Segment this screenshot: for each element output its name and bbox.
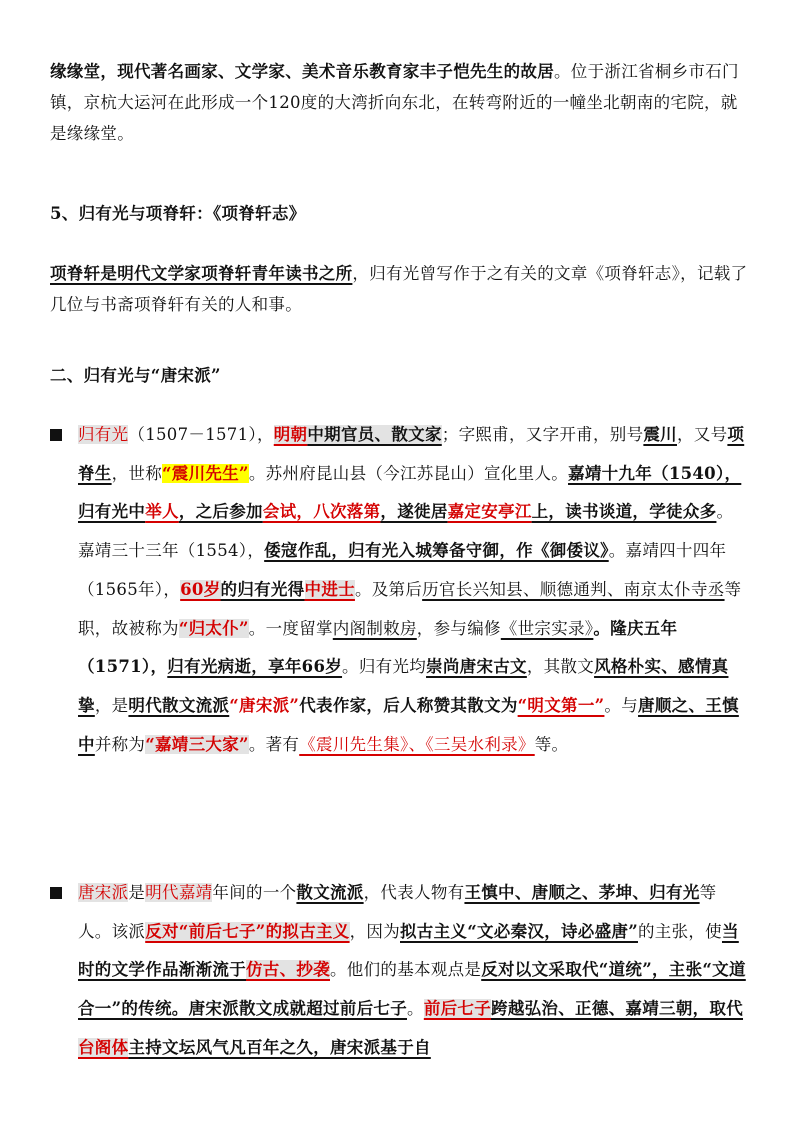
text-span: ，是 [94, 695, 129, 715]
text-works: 《震川先生集》、《三吴水利录》 [299, 734, 535, 754]
text-span: 。隆庆五年（1571）， [78, 618, 678, 677]
term-zhenchuan: 震川 [643, 425, 677, 444]
yuanyuantang-bold-intro: 缘缘堂，现代著名画家、文学家、美术音乐教育家丰子恺先生的故居 [50, 62, 554, 81]
text-span: 。一度留掌 [248, 618, 333, 638]
text-span: 。归有光均 [342, 657, 427, 677]
term-mingchao: 明朝 [273, 425, 308, 444]
text-span: 的主张，使 [637, 921, 722, 941]
term-gui-youguang: 归有光 [78, 425, 129, 444]
text-span: ，因为 [349, 921, 400, 941]
yuanyuantang-rest: 。位于浙江省桐乡市石门镇，京杭大运河在此形成一个120度的大湾折向东北，在转弯附近的一幢坐北朝南的宅院，就是缘缘堂。 [50, 62, 739, 143]
text-span: 年间的一个 [212, 883, 297, 902]
text-span: 的归有光得 [220, 579, 305, 599]
text-span: ；字熙甫，又字开甫，别号 [441, 425, 644, 444]
text-span: ，之后参加 [178, 502, 263, 522]
text-span: ，世称 [111, 463, 163, 483]
text-tang-wang: 唐顺之、王慎中 [78, 695, 739, 754]
text-representatives: 王慎中、唐顺之、茅坤、归有光 [464, 883, 700, 902]
text-span: 等职，故被称为 [78, 579, 742, 638]
text-span: 。苏州府昆山县（今江苏昆山）宣化里人。 [248, 463, 569, 483]
text-three-reigns: 跨越弘治、正德、嘉靖三朝，取代 [491, 999, 744, 1019]
term-jinshi: 中进士 [304, 579, 355, 599]
paragraph-yuanyuantang [50, 56, 750, 149]
term-qianhou-qizi: 前后七子 [423, 999, 492, 1019]
paragraph-tangsong-pai [78, 874, 750, 1068]
text-tangsong-guwen: 崇尚唐宋古文 [426, 657, 527, 677]
term-jiajing-sandajia: “嘉靖三大家” [145, 734, 249, 754]
term-zhenchuan-xiansheng: “震川先生” [162, 463, 249, 483]
term-tangsong-pai: “唐宋派” [229, 695, 300, 715]
text-span: 是 [128, 883, 146, 902]
text-span: ，其散文 [526, 657, 595, 677]
text-span: 。及第后 [354, 579, 423, 599]
text-basic-view: 反对以文采取代“道统”，主张“文道合一”的传统 [78, 960, 746, 1019]
text-wokou: 倭寇作乱，归有光入城筹备守御，作《御倭议》 [264, 541, 609, 561]
term-mingwen-diyi: “明文第一” [517, 695, 605, 715]
text-span: 。 [407, 999, 424, 1019]
bullet-square-icon [50, 429, 62, 441]
term-tangsong-pai: 唐宋派 [78, 883, 129, 902]
xiangjixuan-rest: ，归有光曾写作于之有关的文章《项脊轩志》，记载了几位与书斋项脊轩有关的人和事。 [50, 264, 748, 314]
paragraph-gui-youguang [78, 416, 750, 764]
text-span: 并称为 [94, 734, 146, 754]
text-span: 。嘉靖三十三年（1554）， [78, 502, 734, 561]
text-ming-prose-school: 明代散文流派 [128, 695, 230, 715]
text-archaism-slogan: 拟古主义“文必秦汉，诗必盛唐” [400, 921, 638, 941]
term-juren: 举人 [145, 502, 179, 522]
term-xiangjisheng: 项脊生 [78, 425, 745, 483]
term-official-writer: 中期官员、散文家 [307, 425, 442, 444]
text-death: 归有光病逝，享年66岁 [167, 657, 343, 677]
text-span: ，参与编修 [416, 618, 501, 638]
text-span: （1507－1571）， [128, 425, 274, 444]
section-heading-5: 5、归有光与项脊轩：《项脊轩志》 [50, 204, 306, 223]
paragraph-xiangjixuan [50, 258, 750, 320]
section-heading-2: 二、归有光与“唐宋派” [50, 366, 221, 385]
text-span: 代表作家，后人称赞其散文为 [299, 695, 518, 715]
text-span: 。著有 [248, 734, 300, 754]
text-century: 主持文坛风气凡百年之久，唐宋派基于自 [128, 1037, 431, 1057]
term-imitation: 仿古、抄袭 [246, 960, 330, 980]
text-shizong-shilu: 《世宗实录》 [500, 618, 594, 638]
text-span: 。与 [604, 695, 639, 715]
term-taige-ti: 台阁体 [78, 1037, 129, 1057]
text-span: 等。 [534, 734, 569, 754]
text-span: 上，读书谈道，学徒众多 [531, 502, 717, 522]
text-achievement: 。唐宋派散文成就超过前后七子 [171, 999, 407, 1019]
term-oppose-archaism: 反对“前后七子”的拟古主义 [145, 921, 350, 941]
text-style: 风格朴实、感情真挚 [78, 657, 729, 715]
term-prose-school: 散文流派 [296, 883, 364, 902]
term-jiading: 嘉定安亭江 [447, 502, 532, 522]
xiangjixuan-underlined: 项脊轩是明代文学家项脊轩青年读书之所 [50, 264, 353, 283]
bullet-square-icon [50, 887, 62, 899]
text-span: 。嘉靖四十四年（1565年）， [78, 541, 727, 599]
term-huishi: 会试，八次落第 [262, 502, 381, 522]
text-span: 等人。该派 [78, 883, 717, 941]
text-span: 。他们的基本观点是 [330, 960, 482, 980]
text-neige: 内阁制敕房 [332, 618, 417, 638]
text-span: ，又号 [676, 425, 728, 444]
term-gui-taipu: “归太仆” [178, 618, 249, 638]
text-span: ，遂徙居 [380, 502, 448, 522]
text-contemporary-works: 当时的文学作品渐渐流于 [78, 921, 739, 980]
text-jiajing-19: 嘉靖十九年（1540），归有光中 [78, 463, 742, 522]
text-span: ，代表人物有 [363, 883, 465, 902]
term-ming-jiajing: 明代嘉靖 [145, 883, 213, 902]
text-official-posts: 历官长兴知县、顺德通判、南京太仆寺丞 [422, 579, 725, 599]
term-60-years: 60岁 [180, 579, 221, 599]
